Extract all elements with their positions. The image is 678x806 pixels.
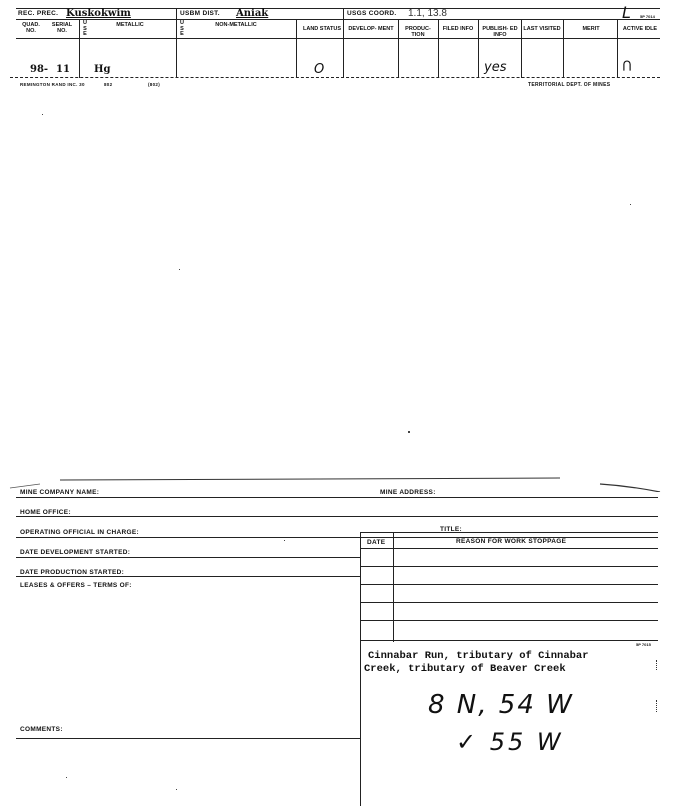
col-v-land [296, 19, 297, 78]
usbm-dist-label: USBM DIST. [180, 10, 220, 17]
handwritten-location-2: ✓ 55 W [456, 728, 564, 756]
handwritten-location-1: 8 N, 54 W [428, 690, 574, 720]
stoppage-row-1 [360, 566, 658, 567]
row-land-status: O [314, 62, 325, 77]
form-code: 5P 7014 [640, 14, 655, 19]
form-code-2: 5P 7015 [636, 642, 651, 647]
usgs-coord-value: 1.1, 13.8 [408, 8, 447, 19]
scan-speck [284, 540, 285, 541]
back-row-line-5 [16, 576, 360, 577]
scan-speck [408, 431, 410, 433]
rec-prec-value: Kuskokwim [66, 8, 131, 19]
comments-label: COMMENTS: [20, 726, 63, 733]
stoppage-header-bottom [360, 548, 658, 549]
typed-note-line-1: Cinnabar Run, tributary of Cinnabar [368, 650, 589, 662]
typed-note-line-2: Creek, tributary of Beaver Creek [364, 663, 566, 675]
corner-mark: L [622, 3, 631, 22]
back-row-line-4 [16, 557, 360, 558]
printer-code-2: (802) [148, 82, 161, 87]
stoppage-row-2 [360, 584, 658, 585]
col-quad-no: QUAD. NO. [22, 22, 40, 34]
col-metallic: METALLIC [116, 22, 144, 28]
stoppage-date-col [393, 532, 394, 642]
scan-speck [179, 269, 180, 270]
date-development-started-label: DATE DEVELOPMENT STARTED: [20, 549, 131, 556]
printer-code: 802 [104, 82, 113, 87]
card-edge [0, 472, 678, 492]
col-divider-2 [343, 8, 344, 78]
col-use-marks: U S E [83, 20, 87, 37]
operating-official-label: OPERATING OFFICIAL IN CHARGE: [20, 529, 139, 536]
row-serial: 11 [56, 64, 70, 75]
edge-mark [656, 660, 657, 670]
stoppage-row-5 [360, 640, 658, 641]
row-active-idle-mark: ⊃ [617, 58, 637, 73]
leases-label: LEASES & OFFERS – TERMS OF: [20, 582, 132, 589]
usgs-coord-label: USGS COORD. [347, 10, 397, 17]
col-land-status: LAND STATUS [303, 26, 341, 32]
row-metallic: Hg [94, 64, 111, 75]
col-non-metallic: NON-METALLIC [215, 22, 257, 28]
mine-address-label: MINE ADDRESS: [380, 489, 436, 496]
back-row-line-1 [16, 497, 658, 498]
stoppage-row-3 [360, 602, 658, 603]
col-active-idle: ACTIVE IDLE [622, 26, 658, 32]
col-use-marks-2: U S E [180, 20, 184, 37]
col-published-info: PUBLISH- ED INFO [482, 26, 518, 38]
edge-mark [656, 700, 657, 712]
col-last-visited: LAST VISITED [523, 26, 561, 32]
stoppage-table-top [360, 532, 658, 533]
col-v-prod [438, 19, 439, 78]
mine-company-name-label: MINE COMPANY NAME: [20, 489, 100, 496]
stoppage-date-header: DATE [367, 539, 386, 546]
printer-label: REMINGTON RAND INC. 30 [20, 82, 85, 87]
col-v-devel [398, 19, 399, 78]
scan-speck [176, 789, 177, 790]
col-v-pub [521, 19, 522, 78]
scan-speck [66, 777, 67, 778]
col-filed-info: FILED INFO [442, 26, 474, 32]
col-production: PRODUC- TION [405, 26, 431, 38]
comments-line [16, 738, 360, 739]
col-merit: MERIT [582, 26, 600, 32]
stoppage-row-4 [360, 620, 658, 621]
col-serial-no: SERIAL NO. [51, 22, 73, 34]
back-row-line-2 [16, 516, 658, 517]
row-quad: 98- [30, 64, 49, 75]
dept-label: TERRITORIAL DEPT. OF MINES [528, 82, 611, 88]
home-office-label: HOME OFFICE: [20, 509, 71, 516]
col-v-quad-serial [79, 19, 80, 78]
scan-speck [42, 114, 43, 115]
title-label: TITLE: [440, 526, 463, 533]
stoppage-reason-header: REASON FOR WORK STOPPAGE [456, 538, 567, 545]
date-production-started-label: DATE PRODUCTION STARTED: [20, 569, 125, 576]
rec-prec-label: REC. PREC. [18, 10, 59, 17]
col-development: DEVELOP- MENT [348, 26, 394, 32]
row-published-info: yes [484, 60, 507, 75]
col-v-last [563, 19, 564, 78]
usbm-dist-value: Aniak [236, 8, 269, 19]
stoppage-left-border [360, 532, 361, 806]
scan-speck [630, 204, 631, 205]
col-divider-1 [176, 8, 177, 78]
col-v-filed [478, 19, 479, 78]
